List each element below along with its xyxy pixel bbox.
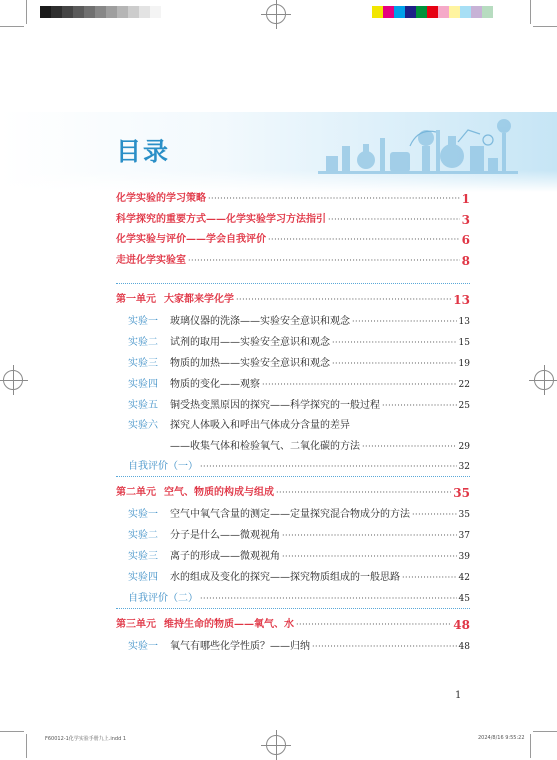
color-swatch — [438, 6, 449, 18]
experiment-number: 实验三 — [128, 358, 158, 369]
self-evaluation-title: 自我评价（二） — [128, 593, 198, 604]
toc-page-number: 29 — [458, 442, 470, 452]
toc-entry-title: 化学实验的学习策略 — [116, 193, 206, 204]
toc-page-number: 22 — [458, 380, 470, 390]
experiment-row — [128, 399, 470, 413]
grayscale-color-bar — [40, 6, 161, 18]
color-swatch — [73, 6, 84, 18]
experiment-row — [128, 550, 470, 564]
dot-leader — [188, 255, 460, 267]
dot-leader — [362, 441, 457, 453]
color-swatch — [460, 6, 471, 18]
crop-mark — [26, 0, 27, 24]
color-swatch — [416, 6, 427, 18]
experiment-row — [128, 571, 470, 585]
toc-entry-title: 科学探究的重要方式——化学实验学习方法指引 — [116, 214, 326, 225]
cmyk-color-bar — [372, 6, 493, 18]
unit-heading-row — [116, 293, 470, 307]
toc-entry-title: 化学实验与评价——学会自我评价 — [116, 234, 266, 245]
color-swatch — [383, 6, 394, 18]
experiment-subtitle: ——收集气体和检验氧气、二氧化碳的方法 — [170, 441, 360, 452]
experiment-number: 实验一 — [128, 641, 158, 652]
color-swatch — [40, 6, 51, 18]
dot-leader — [276, 487, 451, 499]
dot-leader — [208, 193, 460, 205]
section-divider — [116, 476, 470, 477]
unit-title: 大家都来学化学 — [164, 294, 234, 305]
experiment-row — [128, 508, 470, 522]
self-evaluation-row — [128, 460, 470, 474]
experiment-title: 空气中氧气含量的测定——定量探究混合物成分的方法 — [170, 509, 410, 520]
toc-intro-row — [116, 233, 470, 247]
crop-mark — [533, 26, 557, 27]
color-swatch — [84, 6, 95, 18]
toc-page-number: 39 — [458, 552, 470, 562]
experiment-row — [128, 378, 470, 392]
toc-page-number: 42 — [458, 573, 470, 583]
unit-heading-row — [116, 618, 470, 632]
toc-page-number: 37 — [458, 531, 470, 541]
toc-page-number: 3 — [461, 213, 470, 227]
registration-mark-right — [534, 370, 554, 390]
color-swatch — [106, 6, 117, 18]
experiment-row — [128, 419, 470, 433]
toc-page-number: 48 — [453, 618, 470, 632]
experiment-number: 实验四 — [128, 379, 158, 390]
unit-number: 第一单元 — [116, 294, 156, 305]
crop-mark — [0, 731, 24, 732]
color-swatch — [449, 6, 460, 18]
experiment-title: 氧气有哪些化学性质？——归纳 — [170, 641, 310, 652]
dot-leader — [200, 593, 457, 605]
dot-leader — [412, 509, 457, 521]
dot-leader — [268, 234, 460, 246]
toc-page-number: 35 — [453, 486, 470, 500]
experiment-row-continued — [170, 440, 470, 454]
dot-leader — [352, 316, 457, 328]
page-title: 目录 — [116, 137, 171, 166]
color-swatch — [150, 6, 161, 18]
dot-leader — [282, 530, 457, 542]
crop-mark — [530, 0, 531, 24]
experiment-title: 铜受热变黑原因的探究——科学探究的一般过程 — [170, 400, 380, 411]
toc-page-number: 1 — [461, 192, 470, 206]
print-file-info: F60012-1化学实验手册九上.indd 1 — [45, 736, 127, 742]
toc-intro-row — [116, 192, 470, 206]
toc-page-number: 13 — [458, 317, 470, 327]
section-divider — [116, 608, 470, 609]
page-number: 1 — [455, 690, 462, 701]
toc-page-number: 13 — [453, 293, 470, 307]
experiment-number: 实验一 — [128, 509, 158, 520]
registration-mark-left — [3, 370, 23, 390]
experiment-row — [128, 529, 470, 543]
experiment-title: 物质的加热——实验安全意识和观念 — [170, 358, 330, 369]
color-swatch — [471, 6, 482, 18]
experiment-number: 实验三 — [128, 551, 158, 562]
unit-number: 第二单元 — [116, 487, 156, 498]
dot-leader — [282, 551, 457, 563]
experiment-row — [128, 640, 470, 654]
crop-mark — [533, 731, 557, 732]
unit-number: 第三单元 — [116, 619, 156, 630]
dot-leader — [236, 294, 451, 306]
experiment-number: 实验六 — [128, 420, 158, 431]
experiment-title: 离子的形成——微观视角 — [170, 551, 280, 562]
dot-leader — [312, 641, 457, 653]
crop-mark — [26, 734, 27, 758]
dot-leader — [382, 400, 457, 412]
experiment-number: 实验二 — [128, 337, 158, 348]
dot-leader — [200, 461, 457, 473]
toc-page-number: 32 — [458, 462, 470, 472]
crop-mark — [530, 734, 531, 758]
experiment-row — [128, 336, 470, 350]
dot-leader — [402, 572, 457, 584]
toc-page-number: 48 — [458, 642, 470, 652]
experiment-title: 玻璃仪器的洗涤——实验安全意识和观念 — [170, 316, 350, 327]
toc-page-number: 6 — [461, 233, 470, 247]
experiment-number: 实验二 — [128, 530, 158, 541]
unit-title: 空气、物质的构成与组成 — [164, 487, 274, 498]
experiment-title: 探究人体吸入和呼出气体成分含量的差异 — [170, 420, 350, 431]
toc-page-number: 45 — [458, 594, 470, 604]
toc-page-number: 19 — [458, 359, 470, 369]
crop-mark — [0, 26, 24, 27]
dot-leader — [332, 337, 457, 349]
toc-intro-row — [116, 213, 470, 227]
dot-leader — [296, 619, 451, 631]
toc-intro-row — [116, 254, 470, 268]
dot-leader — [332, 358, 457, 370]
experiment-number: 实验一 — [128, 316, 158, 327]
toc-entry-title: 走进化学实验室 — [116, 255, 186, 266]
color-swatch — [372, 6, 383, 18]
color-swatch — [482, 6, 493, 18]
registration-mark-top — [266, 4, 286, 24]
experiment-title: 水的组成及变化的探究——探究物质组成的一般思路 — [170, 572, 400, 583]
experiment-title: 试剂的取用——实验安全意识和观念 — [170, 337, 330, 348]
experiment-title: 分子是什么——微观视角 — [170, 530, 280, 541]
self-evaluation-title: 自我评价（一） — [128, 461, 198, 472]
color-swatch — [394, 6, 405, 18]
experiment-row — [128, 315, 470, 329]
unit-title: 维持生命的物质——氧气、水 — [164, 619, 294, 630]
color-swatch — [427, 6, 438, 18]
color-swatch — [117, 6, 128, 18]
toc-page-number: 15 — [458, 338, 470, 348]
color-swatch — [95, 6, 106, 18]
toc-page-number: 35 — [458, 510, 470, 520]
unit-heading-row — [116, 486, 470, 500]
color-swatch — [139, 6, 150, 18]
experiment-row — [128, 357, 470, 371]
color-swatch — [405, 6, 416, 18]
registration-mark-bottom — [266, 735, 286, 755]
color-swatch — [51, 6, 62, 18]
experiment-title: 物质的变化——观察 — [170, 379, 260, 390]
lab-equipment-illustration — [318, 116, 518, 174]
experiment-number: 实验五 — [128, 400, 158, 411]
experiment-number: 实验四 — [128, 572, 158, 583]
print-timestamp: 2024/8/16 9:55:22 — [478, 735, 525, 741]
color-swatch — [62, 6, 73, 18]
toc-page-number: 25 — [458, 401, 470, 411]
toc-page-number: 8 — [461, 254, 470, 268]
color-swatch — [128, 6, 139, 18]
section-divider — [116, 283, 470, 284]
self-evaluation-row — [128, 592, 470, 606]
dot-leader — [328, 214, 460, 226]
dot-leader — [262, 379, 457, 391]
